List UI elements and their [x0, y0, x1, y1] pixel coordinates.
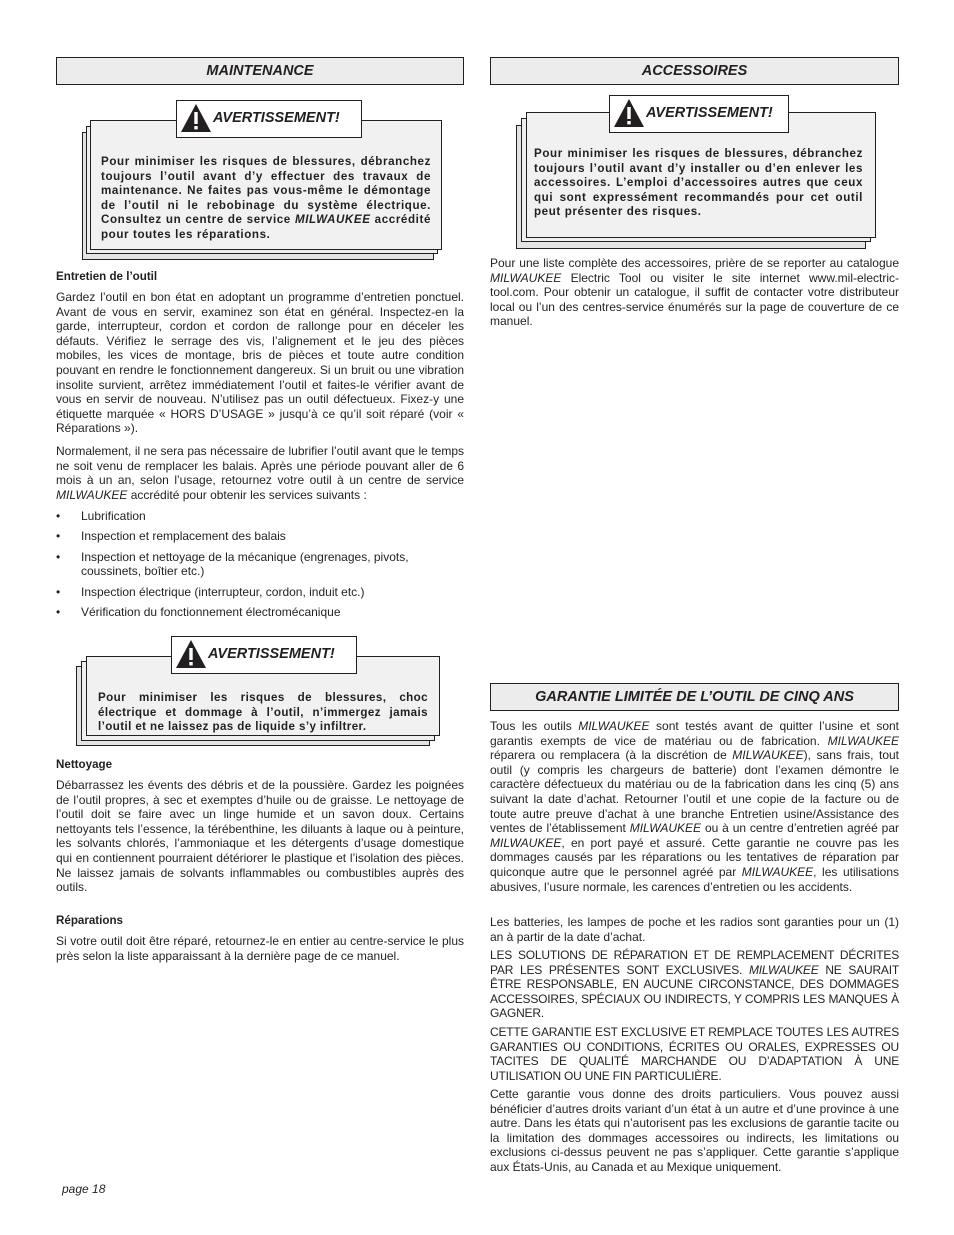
- entretien-title: Entretien de l’outil: [56, 270, 158, 283]
- garantie-header: GARANTIE LIMITÉE DE L’OUTIL DE CINQ ANS: [490, 683, 899, 711]
- list-item: • Vérification du fonctionnement électromécanique: [56, 605, 464, 620]
- immersion-warning: [76, 636, 440, 748]
- entretien-paragraph-1: Gardez l’outil en bon état en adoptant un programme d’entretien ponctuel. Avant de vous en servir, examinez son état en général. Inspectez-en la garde, interrupteur, cordon et cordon de rallonge pour en déceler les défauts. Vérifiez le serrage des vis, l’alignement et le jeu des pièces mobiles, les vices de montage, bris de pièces et toute autre condition pouvant en rendre le fonctionnement dangereux. Si un bruit ou une vibration insolite survient, arrêtez immédiatement l’outil et faites-le vérifier avant de vous en servir de nouveau. N’utilisez pas un outil défectueux. Fixez-y une étiquette marquée « HORS D’USAGE » jusqu’à ce qu’il soit réparé (voir « Réparations »).: [56, 290, 464, 436]
- list-item: • Lubrification: [56, 509, 464, 524]
- garantie-paragraph-1: Tous les outils MILWAUKEE sont testés avant de quitter l’usine et sont garantis exempts de vice de matériau ou de fabrication. MILWAUKEE réparera ou remplacera (à la discrétion de MILWAUKEE), sans frais, tout outil (y compris les chargeurs de batterie) dont l’examen démontre le caractère défectueux du matériau ou de la fabrication dans les cinq (5) ans suivant la date d’achat. Retourner l’outil et une copie de la facture ou de toute autre preuve d’achat à une branche Entretien usine/Assistance des ventes de l’établissement MILWAUKEE ou à un centre d’entretien agréé par MILWAUKEE, en port payé et assuré. Cette garantie ne couvre pas les dommages causés par les réparations ou les tentatives de réparation par quiconque autre que le personnel agréé par MILWAUKEE, les utilisations abusives, l’usure normale, les carences d’entretien ou les accidents.: [490, 719, 900, 894]
- warning-text: Pour minimiser les risques de blessures, débranchez toujours l’outil avant d’y effectuer des travaux de maintenance. Ne faites pas vous-même le démontage de l’outil ni le rebobinage du système électrique. Consultez un centre de service MILWAUKEE accrédité pour toutes les réparations.: [101, 155, 431, 241]
- entretien-paragraph-2: Normalement, il ne sera pas nécessaire de lubrifier l’outil avant que le temps ne soit venu de remplacer les balais. Après une période pouvant aller de 6 mois à un an, selon l’usage, retournez votre outil à un centre de service MILWAUKEE accrédité pour obtenir les services suivants :: [56, 444, 464, 502]
- list-item: • Inspection et nettoyage de la mécanique (engrenages, pivots, coussinets, boîtier etc.): [56, 550, 464, 579]
- accessoires-paragraph: Pour une liste complète des accessoires, prière de se reporter au catalogue MILWAUKEE Electric Tool ou visiter le site internet www.mil-electric-tool.com. Pour obtenir un catalogue, il suffit de contacter votre distributeur local ou l’un des centres-service énumérés sur la page de couverture de ce manuel.: [490, 256, 899, 329]
- maintenance-warning: [82, 100, 442, 260]
- accessoires-header: ACCESSOIRES: [490, 57, 899, 85]
- warning-triangle-icon: [180, 103, 212, 133]
- warning-text: Pour minimiser les risques de blessures, débranchez toujours l’outil avant d’y installer ou d’en enlever les accessoires. L’emploi d’accessoires autres que ceux qui sont expressément recommandés pour cet outil peut présenter des risques.: [534, 147, 863, 219]
- reparations-title: Réparations: [56, 914, 124, 927]
- nettoyage-title: Nettoyage: [56, 758, 113, 771]
- garantie-paragraph-2: Les batteries, les lampes de poche et les radios sont garanties pour un (1) an à partir de la date d’achat.: [490, 915, 899, 944]
- nettoyage-paragraph: Débarrassez les évents des débris et de la poussière. Gardez les poignées de l’outil propres, à sec et exemptes d’huile ou de graisse. Le nettoyage de l’outil doit se faire avec un linge humide et un savon doux. Certains nettoyants tels l’essence, la térébenthine, les diluants à laque ou à peinture, les solvants chlorés, l’ammoniaque et les détergents d’usage domestique qui en contiennent pourraient détériorer le plastique et l’isolation des pièces. Ne laissez jamais de solvants inflammables ou combustibles auprès des outils.: [56, 778, 464, 895]
- garantie-paragraph-4: CETTE GARANTIE EST EXCLUSIVE ET REMPLACE TOUTES LES AUTRES GARANTIES OU CONDITIONS, ÉCRITES OU ORALES, EXPRESSES OU TACITES DE QUALITÉ MARCHANDE OU D’ADAPTATION À UNE UTILISATION OU UNE FIN PARTICULIÈRE.: [490, 1025, 899, 1083]
- warning-triangle-icon: [175, 639, 207, 669]
- maintenance-header: MAINTENANCE: [56, 57, 464, 85]
- warning-label: AVERTISSEMENT!: [609, 95, 789, 133]
- warning-text: Pour minimiser les risques de blessures, choc électrique et dommage à l’outil, n’immergez jamais l’outil et ne laissez pas de liquide s’y infiltrer.: [98, 691, 428, 734]
- reparations-paragraph: Si votre outil doit être réparé, retournez-le en entier au centre-service le plus près selon la liste apparaissant à la dernière page de ce manuel.: [56, 934, 464, 963]
- list-item: • Inspection électrique (interrupteur, cordon, induit etc.): [56, 585, 464, 600]
- garantie-paragraph-5: Cette garantie vous donne des droits particuliers. Vous pouvez aussi bénéficier d’autres droits variant d’un état à un autre et d’une province à une autre. Dans les états qui n’autorisent pas les exclusions de garantie tacite ou la limitation des dommages accessoires ou indirects, les limitations ou exclusions ci-dessus peuvent ne pas s’appliquer. Cette garantie s’applique aux États-Unis, au Canada et au Mexique uniquement.: [490, 1087, 899, 1174]
- warning-label: AVERTISSEMENT!: [171, 636, 357, 674]
- list-item: • Inspection et remplacement des balais: [56, 529, 464, 544]
- accessoires-warning: [516, 95, 876, 251]
- garantie-paragraph-3: LES SOLUTIONS DE RÉPARATION ET DE REMPLACEMENT DÉCRITES PAR LES PRÉSENTES SONT EXCLUSIVES. MILWAUKEE NE SAURAIT ÊTRE RESPONSABLE, EN AUCUNE CIRCONSTANCE, DES DOMMAGES ACCESSOIRES, SPÉCIAUX OU INDIRECTS, Y COMPRIS LES MANQUES À GAGNER.: [490, 948, 899, 1021]
- page-number: page 18: [62, 1182, 106, 1196]
- warning-label: AVERTISSEMENT!: [176, 100, 362, 138]
- warning-triangle-icon: [613, 98, 645, 128]
- services-list: [56, 509, 464, 626]
